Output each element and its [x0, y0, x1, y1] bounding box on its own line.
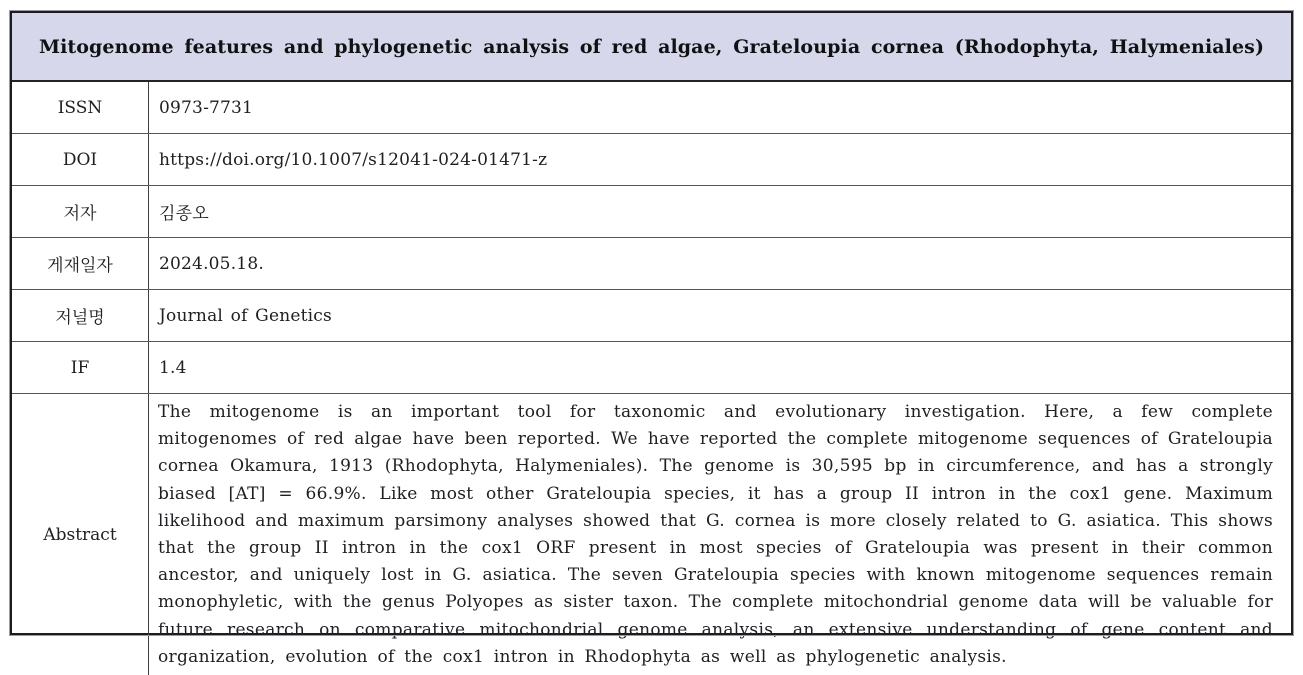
table-row-publication-date: [12, 238, 1291, 290]
table-row-abstract: [12, 394, 1291, 675]
table-row-doi: [12, 134, 1291, 186]
table-row-author: [12, 186, 1291, 238]
abstract-text: The mitogenome is an important tool for taxonomic and evolutionary investigation. Here, a few complete mitogenomes of red algae have been reported. We have reported the complete mitogenome sequences of Grateloupia cornea Okamura, 1913 (Rhodophyta, Halymeniales). The genome is 30,595 bp in circumference, and has a strongly biased [AT] = 66.9%. Like most other Grateloupia species, it has a group II intron in the cox1 gene. Maximum likelihood and maximum parsimony analyses showed that G. cornea is more closely related to G. asiatica. This shows that the group II intron in the cox1 ORF present in most species of Grateloupia was present in their common ancestor, and uniquely lost in G. asiatica. The seven Grateloupia species with known mitogenome sequences remain monophyletic, with the genus Polyopes as sister taxon. The complete mitochondrial genome data will be valuable for future research on comparative mitochondrial genome analysis, an extensive understanding of gene content and organization, evolution of the cox1 intron in Rhodophyta as well as phylogenetic analysis.: [158, 402, 1273, 667]
title-row: [12, 13, 1291, 82]
doi-value: https://doi.org/10.1007/s12041-024-01471-z: [159, 149, 548, 170]
journal-name-label: 저널명: [12, 290, 149, 341]
table-row-impact-factor: [12, 342, 1291, 394]
table-row-journal-name: [12, 290, 1291, 342]
impact-factor-value: 1.4: [159, 357, 187, 378]
publication-date-value: 2024.05.18.: [159, 253, 264, 274]
issn-label: ISSN: [12, 82, 149, 133]
doi-label: DOI: [12, 134, 149, 185]
publication-date-label: 게재일자: [12, 238, 149, 289]
issn-value: 0973-7731: [159, 97, 254, 118]
author-label: 저자: [12, 186, 149, 237]
journal-name-value: Journal of Genetics: [159, 305, 332, 326]
impact-factor-label: IF: [12, 342, 149, 393]
author-value: 김종오: [159, 204, 209, 224]
paper-title: Mitogenome features and phylogenetic analysis of red algae, Grateloupia cornea (Rhodophyta, Halymeniales): [38, 35, 1265, 58]
abstract-label: Abstract: [12, 394, 149, 675]
paper-info-table: [10, 11, 1293, 667]
table-row-issn: [12, 82, 1291, 134]
